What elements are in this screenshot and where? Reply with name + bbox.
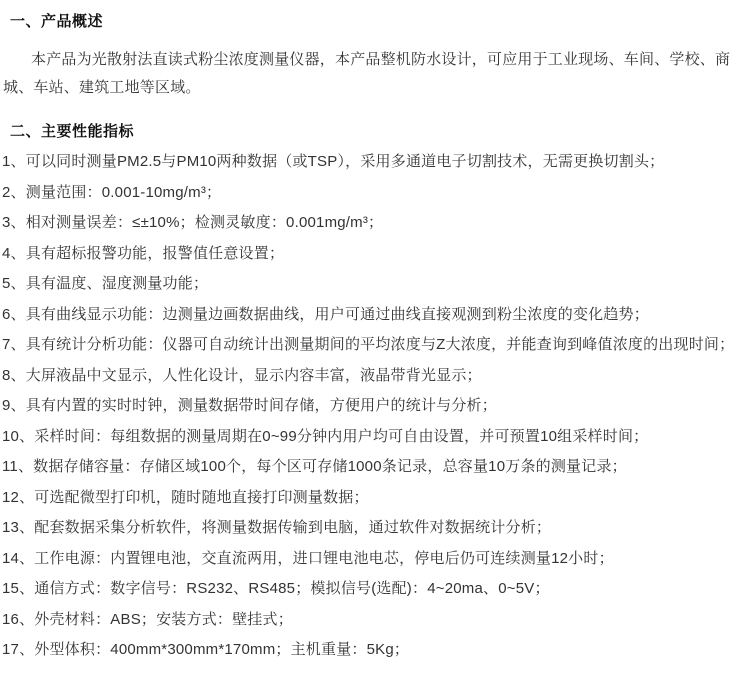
spec-item-10: 10、采样时间：每组数据的测量周期在0~99分钟内用户均可自由设置，并可预置10组采样时间；: [2, 427, 649, 445]
spec-item-14: 14、工作电源：内置锂电池，交直流两用，进口锂电池电芯，停电后仍可连续测量12小时；: [2, 549, 614, 567]
spec-item-9: 9、具有内置的实时时钟，测量数据带时间存储，方便用户的统计与分析；: [2, 397, 497, 414]
section-heading-product-overview: 一、产品概述: [10, 13, 104, 30]
spec-item-4: 4、具有超标报警功能，报警值任意设置；: [2, 244, 285, 262]
spec-item-3: 3、相对测量误差：≤±10%；检测灵敏度：0.001mg/m³；: [2, 214, 384, 231]
spec-item-16: 16、外壳材料：ABS；安装方式：壁挂式；: [2, 610, 293, 628]
spec-item-6: 6、具有曲线显示功能：边测量边画数据曲线，用户可通过曲线直接观测到粉尘浓度的变化趋势；: [2, 305, 649, 323]
spec-item-2: 2、测量范围：0.001-10mg/m³；: [2, 183, 222, 201]
product-overview-paragraph: 本产品为光散射法直读式粉尘浓度测量仪器，本产品整机防水设计，可应用于工业现场、车间、学校、商城、车站、建筑工地等区域。: [3, 51, 731, 96]
spec-item-13: 13、配套数据采集分析软件，将测量数据传输到电脑，通过软件对数据统计分析；: [2, 519, 552, 536]
spec-item-17: 17、外型体积：400mm*300mm*170mm；主机重量：5Kg；: [2, 641, 410, 658]
spec-item-7: 7、具有统计分析功能：仪器可自动统计出测量期间的平均浓度与Z大浓度，并能查询到峰值浓度的出现时间；: [2, 336, 735, 353]
spec-item-8: 8、大屏液晶中文显示，人性化设计，显示内容丰富，液晶带背光显示；: [2, 366, 482, 384]
spec-item-15: 15、通信方式：数字信号：RS232、RS485；模拟信号(选配)：4~20ma、0~5V；: [2, 580, 550, 597]
spec-list: [2, 152, 743, 660]
spec-item-1: 1、可以同时测量PM2.5与PM10两种数据（或TSP），采用多通道电子切割技术，无需更换切割头；: [2, 153, 665, 170]
spec-item-5: 5、具有温度、湿度测量功能；: [2, 275, 209, 292]
section-heading-performance-specs: 二、主要性能指标: [10, 123, 135, 140]
spec-item-11: 11、数据存储容量：存储区域100个，每个区可存储1000条记录，总容量10万条的测量记录；: [2, 458, 627, 475]
spec-item-12: 12、可选配微型打印机，随时随地直接打印测量数据；: [2, 488, 369, 506]
